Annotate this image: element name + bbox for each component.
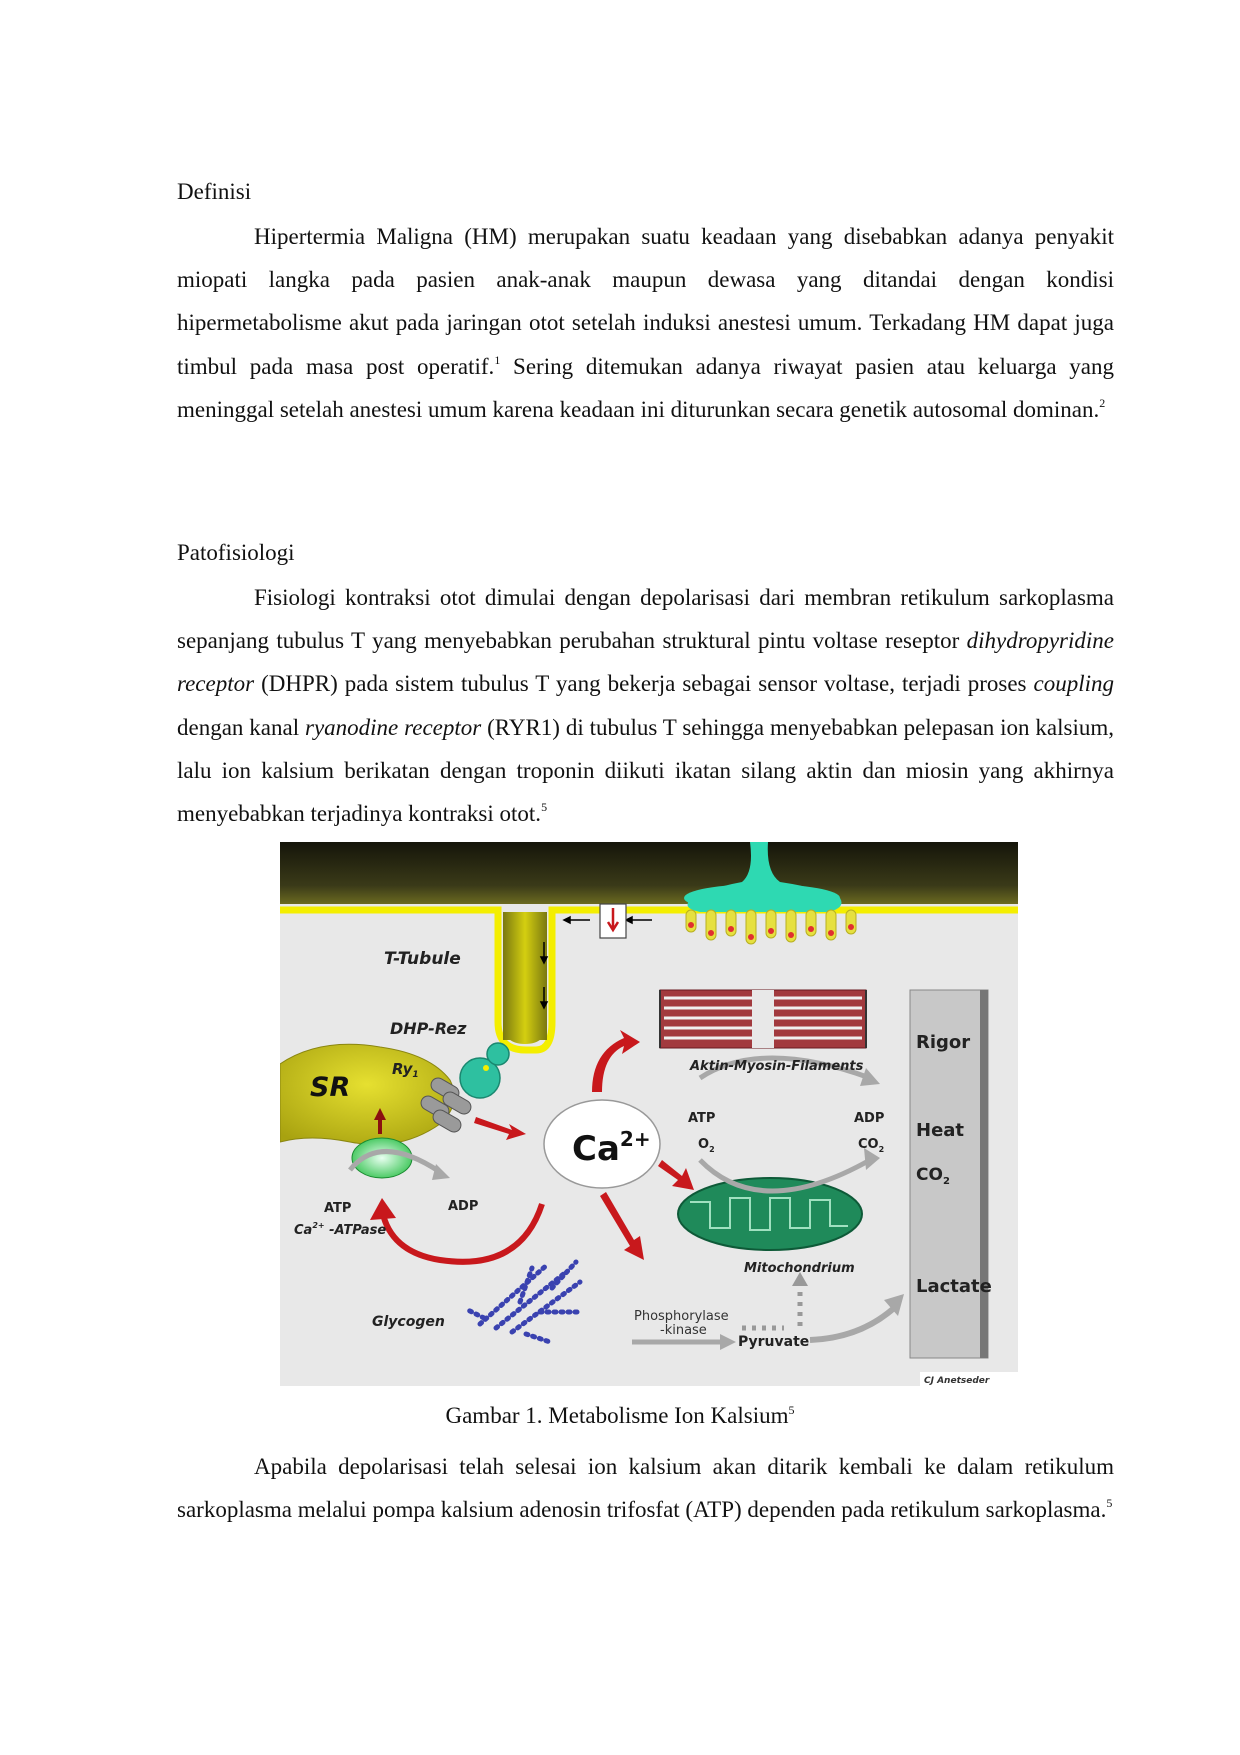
outcome-bar-shadow — [980, 990, 988, 1358]
dhp-rez-label: DHP-Rez — [390, 1019, 467, 1038]
rigor-label: Rigor — [916, 1032, 971, 1053]
calcium-label: $Ca^{2+}$ — [572, 1127, 651, 1169]
atp-mid-label: ATP — [688, 1111, 716, 1126]
dhp-receptor-small — [487, 1043, 509, 1065]
paragraph-text: Fisiologi kontraksi otot dimulai dengan depolarisasi dari membran retikulum sarkoplasma sepanjang tubulus T yang menyebabkan perubahan struktural pintu voltase reseptor — [177, 585, 1114, 654]
mitochondrium-label: Mitochondrium — [744, 1261, 855, 1276]
pyruvate-label: Pyruvate — [738, 1334, 810, 1350]
calcium-metabolism-figure — [280, 842, 1018, 1386]
reference-superscript: 5 — [1106, 1496, 1113, 1511]
ca-atpase-label: $Ca^{2+}$ -ATPase — [294, 1221, 387, 1238]
italic-term: dihydropyridine receptor — [177, 628, 1114, 697]
reference-superscript: 5 — [541, 800, 548, 815]
paragraph-text: (RYR1) di tubulus T sehingga menyebabkan pelepasan ion kalsium, lalu ion kalsium berikatan dengan troponin diikuti ikatan silang aktin dan miosin yang akhirnya menyebabkan terjadinya kontraksi otot. — [177, 714, 1114, 827]
paragraph-text: Sering ditemukan adanya riwayat pasien atau keluarga yang meninggal setelah anestesi umum karena keadaan ini diturunkan secara genetik autosomal dominan. — [177, 353, 1115, 422]
aktin-myosin-label: Aktin-Myosin-Filaments — [690, 1059, 864, 1074]
paragraph-text: Hipertermia Maligna (HM) merupakan suatu keadaan yang disebabkan adanya penyakit miopati langka pada pasien anak-anak maupun dewasa yang ditandai dengan kondisi hipermetabolisme akut pada jaringan otot setelah induksi anestesi umum. Terkadang HM dapat juga timbul pada masa post operatif. — [177, 224, 1114, 379]
paragraph-definisi — [177, 215, 1114, 431]
credit-label: CJ Anetseder — [924, 1376, 990, 1386]
sr-label: SR — [310, 1072, 351, 1103]
dhp-dot — [483, 1065, 489, 1071]
italic-term: ryanodine receptor — [305, 714, 482, 740]
sarcolemma — [280, 842, 1018, 904]
section-heading-definisi: Definisi — [177, 179, 252, 204]
paragraph-text: (DHPR) pada sistem tubulus T yang bekerja sebagai sensor voltase, terjadi proses — [254, 671, 1034, 697]
o2-mid-label: $O_2$ — [698, 1137, 715, 1154]
ry-label: $Ry_1$ — [392, 1060, 419, 1080]
paragraph-patofisiologi — [177, 576, 1114, 835]
section-heading-patofisiologi: Patofisiologi — [177, 540, 295, 565]
co2-mid-label: $CO_2$ — [858, 1137, 885, 1154]
italic-term: coupling — [1033, 671, 1114, 697]
heat-label: Heat — [916, 1120, 965, 1141]
glycogen-label: Glycogen — [372, 1314, 445, 1330]
paragraph-closing — [177, 1445, 1114, 1531]
paragraph-text: Apabila depolarisasi telah selesai ion kalsium akan ditarik kembali ke dalam retikulum sarkoplasma melalui pompa kalsium adenosin trifosfat (ATP) dependen pada retikulum sarkoplasma. — [177, 1454, 1114, 1523]
paragraph-text: dengan kanal — [177, 714, 305, 740]
t-tubule-label: T-Tubule — [384, 949, 461, 969]
figure-caption: Gambar 1. Metabolisme Ion Kalsium$^5$ — [445, 1403, 795, 1428]
phosphorylase-label-1: Phosphorylase — [634, 1309, 729, 1324]
atp-left-label: ATP — [324, 1201, 352, 1216]
co2-right-label: $CO_2$ — [916, 1165, 950, 1187]
reference-superscript: 1 — [494, 352, 501, 367]
reference-superscript: 2 — [1099, 395, 1106, 410]
lactate-label: Lactate — [916, 1276, 992, 1297]
adp-left-label: ADP — [448, 1199, 479, 1214]
adp-mid-label: ADP — [854, 1111, 885, 1126]
phosphorylase-label-2: -kinase — [660, 1323, 707, 1338]
actin-myosin-filaments — [660, 990, 866, 1048]
t-tubule-bottom — [503, 912, 547, 1044]
